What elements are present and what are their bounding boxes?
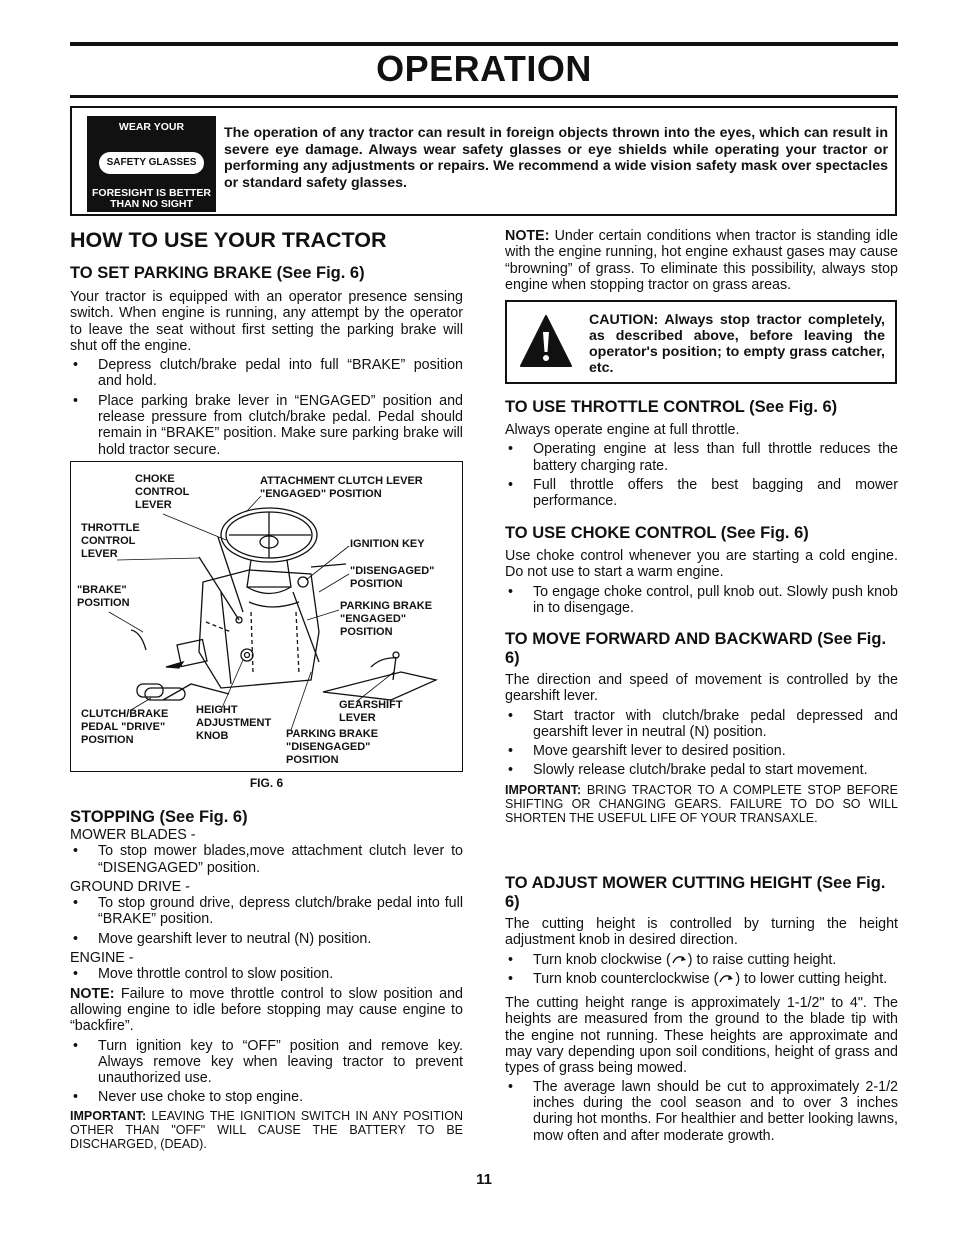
note-label: NOTE:	[505, 228, 550, 244]
badge-line-1: WEAR YOUR	[118, 121, 185, 133]
list-item: • Move throttle control to slow position.	[70, 966, 463, 982]
average-lawn-list	[505, 1079, 898, 1144]
note-text: Failure to move throttle control to slow position and allowing engine to idle before stopping may cause engine to “backfire”.	[70, 985, 463, 1035]
label-parking-brake-disengaged	[286, 728, 378, 767]
caution-box	[505, 300, 897, 384]
warning-triangle-icon	[519, 314, 573, 370]
choke-heading: TO USE CHOKE CONTROL (See Fig. 6)	[505, 524, 809, 542]
page-title: OPERATION	[376, 48, 592, 89]
choke-section	[505, 524, 898, 619]
list-item: • Move gearshift lever to desired position.	[505, 743, 898, 759]
section-heading: HOW TO USE YOUR TRACTOR	[70, 228, 387, 252]
cutting-height-heading: TO ADJUST MOWER CUTTING HEIGHT (See Fig. 6)	[505, 874, 886, 911]
engine-label: ENGINE -	[70, 950, 134, 967]
label-ignition-key	[350, 538, 425, 551]
header-rule-bottom	[70, 95, 898, 98]
list-item: • Move gearshift lever to neutral (N) position.	[70, 931, 463, 947]
important-label: IMPORTANT:	[505, 782, 582, 797]
list-item: • The average lawn should be cut to approximately 2-1/2 inches during the cool season and to over 3 inches during hot months. For healthier and better looking lawns, mow often and after moderate growth.	[505, 1079, 898, 1144]
label-text: CLUTCH/BRAKE PEDAL "DRIVE" POSITION	[81, 708, 169, 746]
mower-blades-label: MOWER BLADES -	[70, 827, 196, 843]
important-text: BRING TRACTOR TO A COMPLETE STOP BEFORE SHIFTING OR CHANGING GEARS. FAILURE TO DO SO WILL SHORTEN THE USEFUL LIFE OF YOUR TRANSAXLE.	[505, 782, 898, 825]
list-item: • Full throttle offers the best bagging and mower performance.	[505, 477, 898, 510]
label-clutch-brake-pedal	[81, 708, 168, 747]
parking-brake-list	[70, 357, 463, 458]
important-text: LEAVING THE IGNITION SWITCH IN ANY POSITION OTHER THAN "OFF" WILL CAUSE THE BATTERY TO BE DISCHARGED, (DEAD).	[70, 1108, 463, 1151]
figure-caption: FIG. 6	[249, 776, 284, 790]
engine-list	[70, 966, 463, 982]
list-item: • To engage choke control, pull knob out. Slowly push knob in to disengage.	[505, 584, 898, 617]
stopping-section	[70, 808, 463, 1151]
ground-drive-list	[70, 895, 463, 947]
label-text: "BRAKE" POSITION	[77, 584, 130, 609]
label-text: GEARSHIFT LEVER	[339, 699, 403, 724]
safety-warning-box	[70, 106, 897, 216]
cutting-height-range: The cutting height range is approximately 1-1/2" to 4". The heights are measured from the ground to the blade tip with the engine not running. These heights are approximate and may vary depending upon soil conditions, height of grass and types of grass being mowed.	[505, 995, 898, 1077]
throttle-heading: TO USE THROTTLE CONTROL (See Fig. 6)	[505, 398, 838, 416]
stopping-heading: STOPPING (See Fig. 6)	[70, 808, 248, 826]
label-disengaged-position	[350, 565, 434, 591]
page-number: 11	[476, 1171, 492, 1188]
list-item: • Turn knob clockwise ( ) to raise cutting height.	[505, 952, 898, 968]
safety-warning-text: The operation of any tractor can result in foreign objects thrown into the eyes, which can result in severe eye damage. Always wear safety glasses or eye shields while operating your tractor or performing any adjustments or repairs. We recommend a wide vision safety mask over spectacles or standard safety glasses.	[224, 125, 888, 191]
parking-brake-intro: Your tractor is equipped with an operator presence sensing switch. When engine is running, any attempt by the operator to leave the seat without first setting the parking brake will shut off the engine.	[70, 289, 463, 354]
list-item: • Never use choke to stop engine.	[70, 1089, 463, 1105]
badge-line-2: SAFETY GLASSES	[99, 152, 204, 174]
stopping-note	[70, 986, 463, 1035]
transaxle-important	[505, 783, 898, 825]
list-item: • To stop mower blades,move attachment clutch lever to “DISENGAGED” position.	[70, 843, 463, 876]
counterclockwise-arrow-icon	[718, 972, 735, 984]
caution-text: CAUTION: Always stop tractor completely, as described above, before leaving the operator's position; to empty grass catcher, etc.	[589, 312, 885, 376]
ignition-important	[70, 1109, 463, 1151]
label-text: PARKING BRAKE "DISENGAGED" POSITION	[286, 728, 379, 766]
label-text: CHOKE CONTROL LEVER	[135, 473, 190, 511]
move-intro: The direction and speed of movement is controlled by the gearshift lever.	[505, 672, 898, 705]
list-item: • Operating engine at less than full throttle reduces the battery charging rate.	[505, 441, 898, 474]
list-item: • Place parking brake lever in “ENGAGED” position and release pressure from clutch/brake pedal. Pedal should remain in “BRAKE” position. Make sure parking brake will hold tractor secure.	[70, 393, 463, 458]
important-label: IMPORTANT:	[70, 1108, 147, 1123]
choke-list	[505, 584, 898, 617]
label-text: HEIGHT ADJUSTMENT KNOB	[196, 704, 272, 742]
label-text: "DISENGAGED" POSITION	[350, 565, 435, 590]
throttle-intro: Always operate engine at full throttle.	[505, 422, 740, 438]
label-height-adjustment-knob	[196, 704, 271, 743]
move-heading: TO MOVE FORWARD AND BACKWARD (See Fig. 6)	[505, 630, 887, 667]
list-item: • Slowly release clutch/brake pedal to start movement.	[505, 762, 898, 778]
note-text: Under certain conditions when tractor is standing idle with the engine running, hot engine exhaust gases may cause “browning” of grass. To eliminate this possibility, always stop engine when stopping tractor on grass areas.	[505, 228, 898, 293]
move-list	[505, 708, 898, 779]
throttle-section	[505, 398, 898, 512]
list-item: • Start tractor with clutch/brake pedal depressed and gearshift lever in neutral (N) position.	[505, 708, 898, 741]
clockwise-arrow-icon	[671, 953, 688, 965]
label-text: THROTTLE CONTROL LEVER	[81, 522, 140, 560]
safety-glasses-badge	[87, 116, 216, 212]
parking-brake-section	[70, 264, 463, 461]
parking-brake-heading: TO SET PARKING BRAKE (See Fig. 6)	[70, 264, 365, 282]
list-item: • Turn knob counterclockwise ( ) to lower cutting height.	[505, 971, 898, 987]
exhaust-note	[505, 228, 898, 293]
throttle-list	[505, 441, 898, 509]
figure-6	[70, 461, 463, 772]
label-text: PARKING BRAKE "ENGAGED" POSITION	[340, 600, 433, 638]
move-section	[505, 630, 898, 825]
choke-intro: Use choke control whenever you are starting a cold engine. Do not use to start a warm engine.	[505, 548, 898, 581]
note-label: NOTE:	[70, 985, 115, 1002]
ignition-list	[70, 1038, 463, 1106]
list-item: • Turn ignition key to “OFF” position and remove key. Always remove key when leaving tractor to prevent unauthorized use.	[70, 1038, 463, 1087]
cutting-height-list	[505, 952, 898, 988]
label-gearshift-lever	[339, 699, 403, 725]
cutting-height-section	[505, 874, 898, 1147]
header-rule-top	[70, 42, 898, 46]
label-choke-control-lever	[135, 473, 189, 512]
label-brake-position	[77, 584, 130, 610]
label-parking-brake-engaged	[340, 600, 432, 639]
list-item: • Depress clutch/brake pedal into full “BRAKE” position and hold.	[70, 357, 463, 390]
label-text: IGNITION KEY	[350, 538, 425, 550]
cutting-height-intro: The cutting height is controlled by turning the height adjustment knob in desired direction.	[505, 916, 898, 949]
list-item: • To stop ground drive, depress clutch/brake pedal into full “BRAKE” position.	[70, 895, 463, 928]
mower-blades-list	[70, 843, 463, 876]
label-text: ATTACHMENT CLUTCH LEVER "ENGAGED" POSITION	[260, 475, 423, 500]
label-throttle-control-lever	[81, 522, 140, 561]
label-attachment-clutch-lever	[260, 475, 423, 501]
ground-drive-label: GROUND DRIVE -	[70, 878, 190, 895]
badge-line-3: FORESIGHT IS BETTER THAN NO SIGHT	[91, 187, 211, 210]
